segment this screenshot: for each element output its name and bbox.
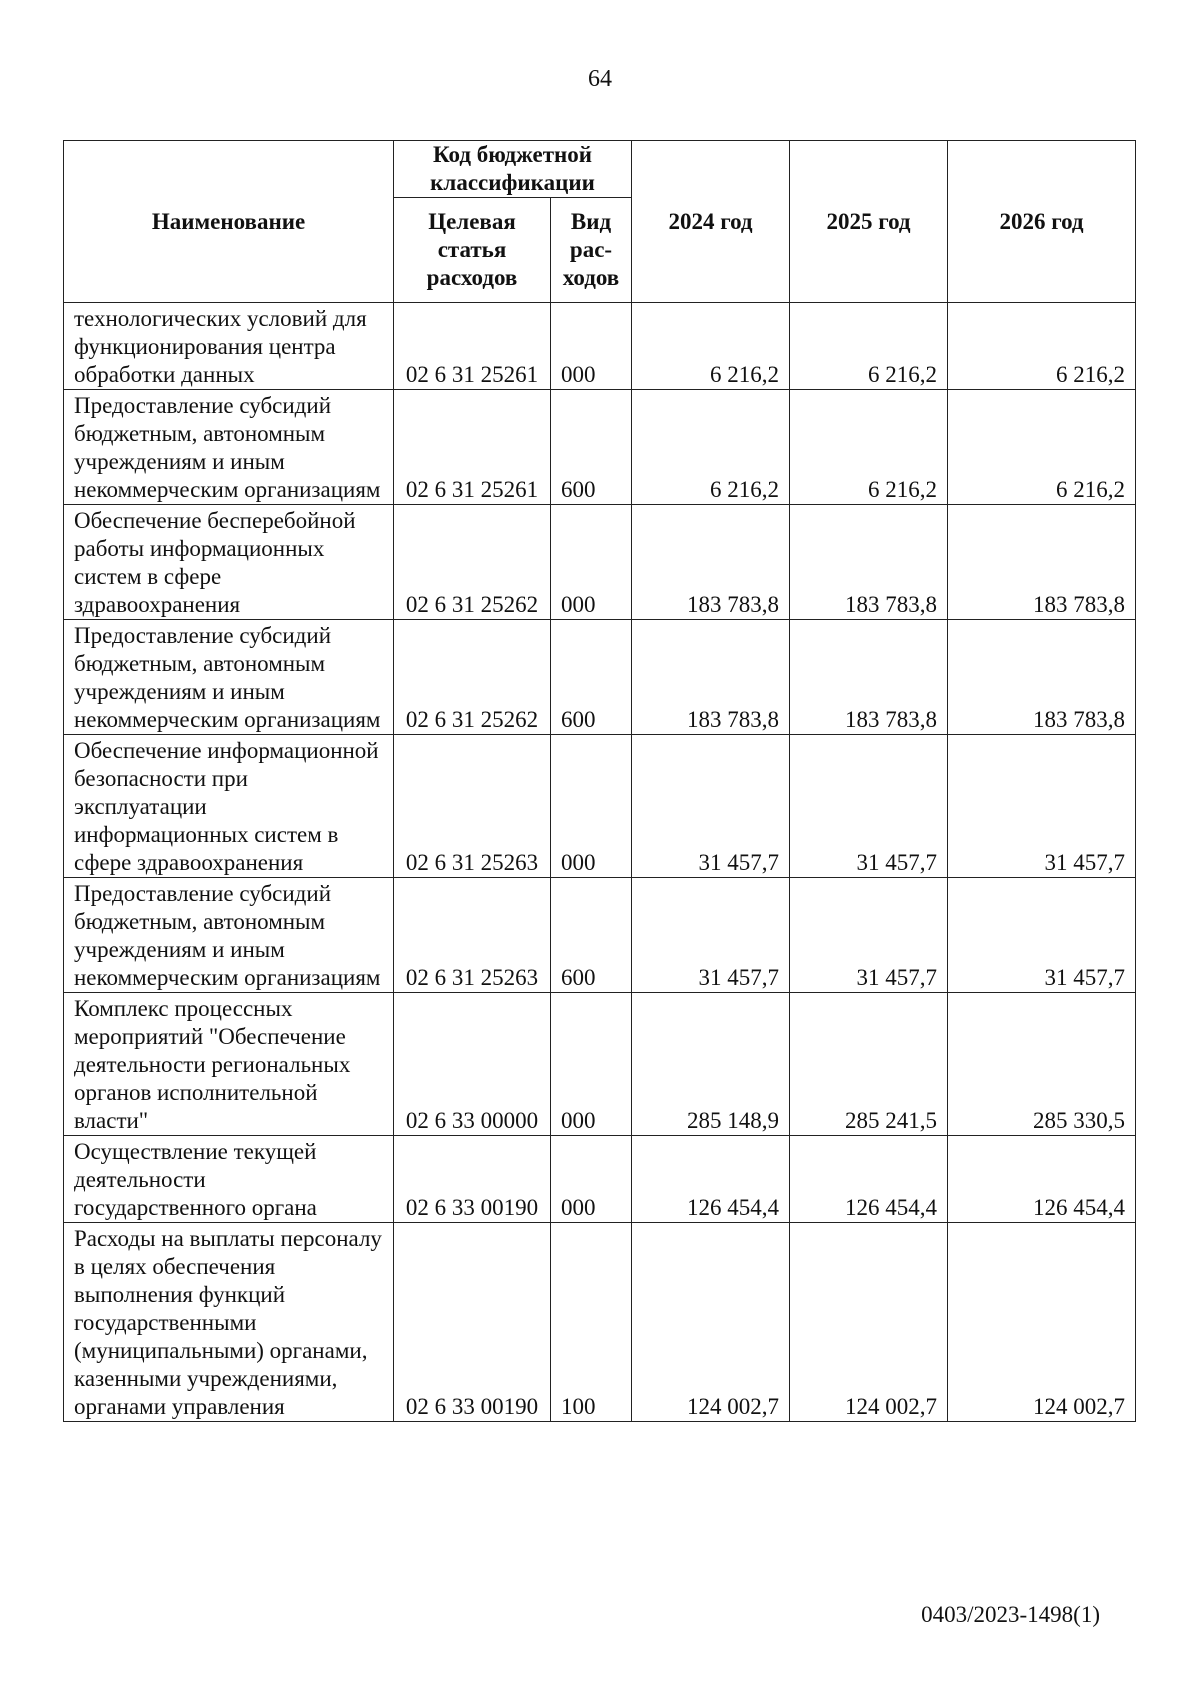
row-target-article: 02 6 31 25261: [394, 390, 551, 505]
row-expense-type: 600: [551, 620, 632, 735]
row-value-2024: 285 148,9: [632, 993, 790, 1136]
header-code-group: Код бюджетной классификации: [394, 141, 632, 198]
row-target-article: 02 6 31 25262: [394, 505, 551, 620]
row-expense-type: 000: [551, 1136, 632, 1223]
row-value-2024: 6 216,2: [632, 390, 790, 505]
row-expense-type: 000: [551, 993, 632, 1136]
row-target-article: 02 6 31 25261: [394, 303, 551, 390]
page-number: 64: [588, 66, 612, 92]
row-value-2024: 31 457,7: [632, 735, 790, 878]
row-name: Предоставление субсидий бюджетным, автономным учреждениям и иным некоммерческим организациям: [64, 390, 394, 505]
row-expense-type: 600: [551, 878, 632, 993]
row-value-2026: 31 457,7: [948, 878, 1136, 993]
table-row: [64, 390, 1136, 505]
row-value-2024: 183 783,8: [632, 620, 790, 735]
row-target-article: 02 6 33 00190: [394, 1223, 551, 1422]
table-row: [64, 878, 1136, 993]
row-name: Расходы на выплаты персоналу в целях обеспечения выполнения функций государственными (муниципальными) органами, казенными учреждениями, органами управления: [64, 1223, 394, 1422]
document-number: 0403/2023-1498(1): [921, 1602, 1100, 1627]
budget-table: [63, 140, 1136, 1422]
table-row: [64, 993, 1136, 1136]
row-value-2025: 124 002,7: [790, 1223, 948, 1422]
row-value-2024: 124 002,7: [632, 1223, 790, 1422]
row-value-2025: 285 241,5: [790, 993, 948, 1136]
row-name: Предоставление субсидий бюджетным, автономным учреждениям и иным некоммерческим организациям: [64, 620, 394, 735]
row-value-2026: 183 783,8: [948, 505, 1136, 620]
table-row: [64, 1136, 1136, 1223]
row-value-2025: 126 454,4: [790, 1136, 948, 1223]
row-name: технологических условий для функционирования центра обработки данных: [64, 303, 394, 390]
header-name: Наименование: [64, 141, 394, 303]
row-expense-type: 000: [551, 505, 632, 620]
row-target-article: 02 6 33 00190: [394, 1136, 551, 1223]
row-name: Осуществление текущей деятельности государственного органа: [64, 1136, 394, 1223]
row-name: Обеспечение информационной безопасности при эксплуатации информационных систем в сфере здравоохранения: [64, 735, 394, 878]
row-value-2026: 124 002,7: [948, 1223, 1136, 1422]
row-expense-type: 100: [551, 1223, 632, 1422]
row-target-article: 02 6 33 00000: [394, 993, 551, 1136]
table-row: [64, 303, 1136, 390]
row-value-2026: 31 457,7: [948, 735, 1136, 878]
row-target-article: 02 6 31 25262: [394, 620, 551, 735]
row-value-2025: 31 457,7: [790, 735, 948, 878]
row-value-2026: 6 216,2: [948, 303, 1136, 390]
table-row: [64, 505, 1136, 620]
row-value-2024: 183 783,8: [632, 505, 790, 620]
row-value-2024: 31 457,7: [632, 878, 790, 993]
row-value-2024: 126 454,4: [632, 1136, 790, 1223]
row-value-2026: 6 216,2: [948, 390, 1136, 505]
row-value-2026: 285 330,5: [948, 993, 1136, 1136]
header-expense-type: Вид рас-ходов: [551, 198, 632, 303]
header-2026: 2026 год: [948, 141, 1136, 303]
row-expense-type: 000: [551, 303, 632, 390]
row-value-2025: 6 216,2: [790, 303, 948, 390]
header-target-article: Целевая статья расходов: [394, 198, 551, 303]
row-value-2026: 126 454,4: [948, 1136, 1136, 1223]
row-expense-type: 600: [551, 390, 632, 505]
row-expense-type: 000: [551, 735, 632, 878]
header-2024: 2024 год: [632, 141, 790, 303]
row-value-2024: 6 216,2: [632, 303, 790, 390]
row-name: Предоставление субсидий бюджетным, автономным учреждениям и иным некоммерческим организациям: [64, 878, 394, 993]
table-row: [64, 1223, 1136, 1422]
header-2025: 2025 год: [790, 141, 948, 303]
row-target-article: 02 6 31 25263: [394, 878, 551, 993]
row-value-2026: 183 783,8: [948, 620, 1136, 735]
row-name: Обеспечение бесперебойной работы информационных систем в сфере здравоохранения: [64, 505, 394, 620]
table-row: [64, 735, 1136, 878]
row-value-2025: 31 457,7: [790, 878, 948, 993]
table-row: [64, 620, 1136, 735]
row-value-2025: 6 216,2: [790, 390, 948, 505]
row-name: Комплекс процессных мероприятий "Обеспечение деятельности региональных органов исполнительной власти": [64, 993, 394, 1136]
row-target-article: 02 6 31 25263: [394, 735, 551, 878]
row-value-2025: 183 783,8: [790, 620, 948, 735]
row-value-2025: 183 783,8: [790, 505, 948, 620]
table-body: [64, 303, 1136, 1422]
